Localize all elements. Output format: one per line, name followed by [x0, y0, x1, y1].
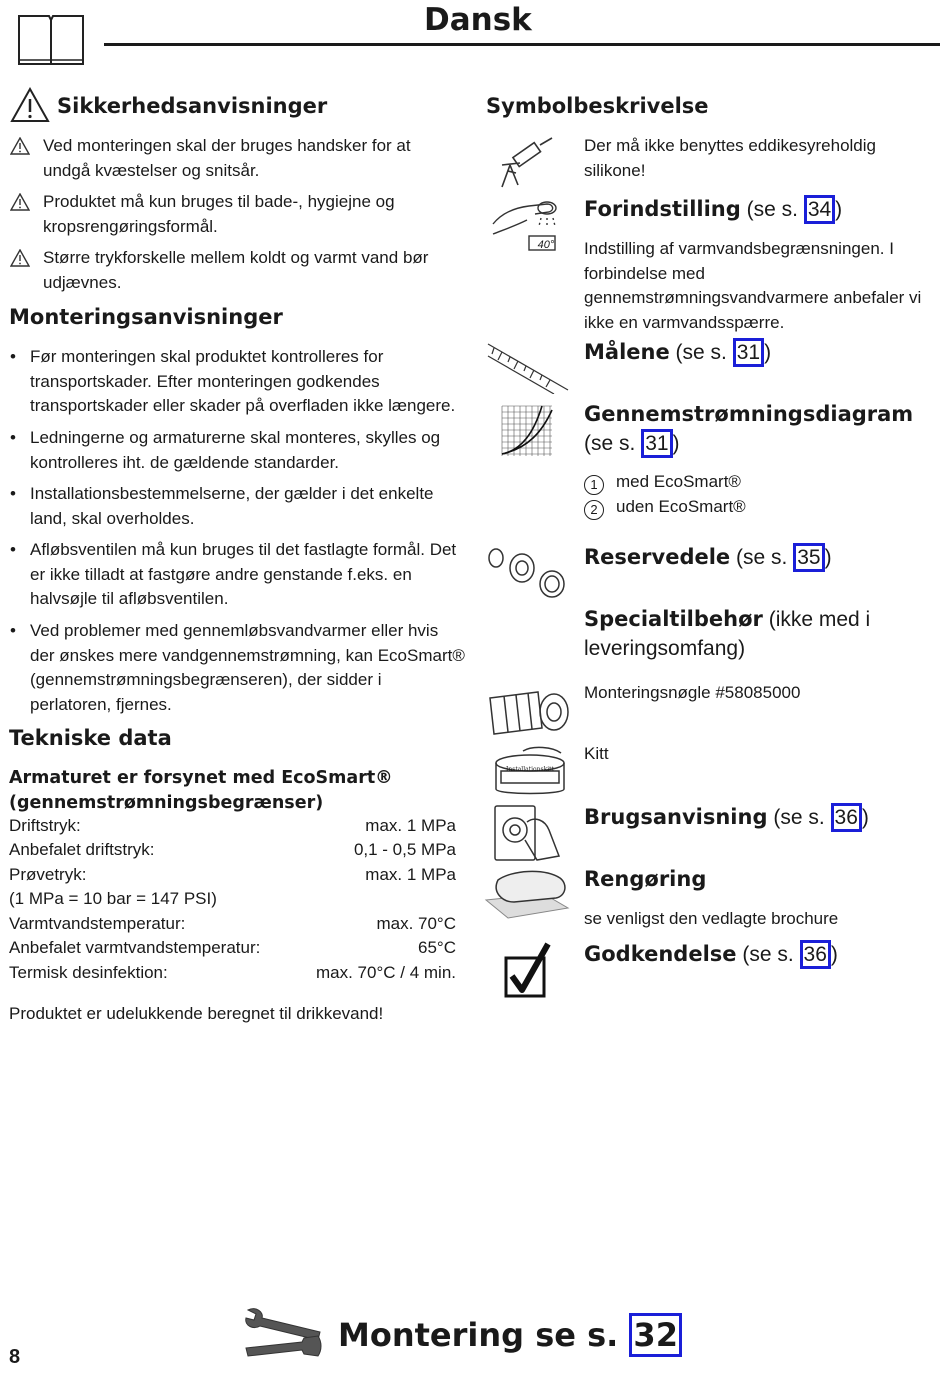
mounting-key-icon [484, 684, 572, 740]
page-title: Dansk [424, 2, 532, 38]
safety-item-text: Produktet må kun bruges til bade-, hygiejne og kropsrengøringsformål. [43, 192, 395, 236]
symbols-heading: Symbolbeskrivelse [486, 94, 709, 118]
list-item: • Afløbsventilen må kun bruges til det fastlagte formål. Det er ikke tilladt at fastgøre andre genstande f.eks. en halvsøjle til afløbsventilen. [10, 540, 457, 608]
list-item: 1 med EcoSmart® [584, 470, 940, 495]
presetting-heading: Forindstilling (se s. 34 ) [584, 195, 842, 224]
warning-icon [10, 87, 50, 123]
list-item: • Ved problemer med gennemløbsvandvarmer eller hvis der ønskes mere vandgennemstrømning, kan EcoSmart® (gennemstrømningsbegrænseren), der sidder i perlatoren, fjernes. [10, 621, 465, 714]
flow-heading: Gennemstrømningsdiagram (se s. 31 ) [584, 400, 924, 458]
warning-icon [10, 249, 30, 267]
safety-heading: Sikkerhedsanvisninger [57, 94, 328, 118]
safety-item-text: Større trykforskelle mellem koldt og varmt vand bør udjævnes. [43, 248, 429, 292]
manual-heading: Brugsanvisning (se s. 36 ) [584, 803, 869, 832]
page-ref-link[interactable]: 36 [831, 803, 862, 832]
page-ref-link[interactable]: 31 [641, 429, 672, 458]
page-ref-link[interactable]: 35 [793, 543, 824, 572]
safety-item [10, 246, 460, 295]
spare-parts-heading: Reservedele (se s. 35 ) [584, 543, 832, 572]
technical-heading: Tekniske data [9, 726, 172, 750]
title-rule [104, 43, 940, 46]
safety-item [10, 134, 460, 183]
safety-item-text: Ved monteringen skal der bruges handsker for at undgå kvæstelser og snitsår. [43, 136, 411, 180]
checkmark-icon [502, 940, 552, 1000]
page-ref-link[interactable]: 34 [804, 195, 835, 224]
accessories-heading: Specialtilbehør (ikke med i leveringsomfang) [584, 607, 871, 660]
technical-subheading: Armaturet er forsynet med EcoSmart® (gennemstrømningsbegrænser) [9, 768, 393, 813]
putty-tin-label: Installationskitt [506, 766, 554, 773]
dimensions-heading: Målene (se s. 31 ) [584, 338, 771, 367]
silicone-note: Der må ikke benyttes eddikesyreholdig silikone! [584, 136, 876, 180]
manual-book-icon [16, 12, 86, 68]
accessory-putty: Kitt [584, 744, 609, 763]
presetting-text: Indstilling af varmvandsbegrænsningen. I forbindelse med gennemstrømningsvandvarmere anbefaler vi ikke en varmvandsspærre. [584, 239, 922, 332]
page-ref-link[interactable]: 31 [733, 338, 764, 367]
temperature-label: 40° [537, 239, 555, 251]
instructions-hand-icon [491, 800, 563, 862]
cleaning-text: se venligst den vedlagte brochure [584, 909, 839, 928]
ruler-icon [486, 340, 570, 394]
spare-parts-icon [486, 540, 572, 600]
list-item: • Før monteringen skal produktet kontrolleres for transportskader. Efter monteringen godkendes transportskader eller skader på overfladen ikke længere. [10, 347, 456, 415]
page-ref-link[interactable]: 32 [629, 1313, 682, 1357]
page-number: 8 [9, 1346, 21, 1368]
flow-diagram-icon [498, 402, 556, 460]
approval-heading: Godkendelse (se s. 36 ) [584, 940, 838, 969]
warning-icon [10, 137, 30, 155]
page-ref-link[interactable]: 36 [800, 940, 831, 969]
tools-icon [242, 1306, 324, 1362]
safety-item [10, 190, 460, 239]
drinking-water-note: Produktet er udelukkende beregnet til drikkevand! [9, 1004, 384, 1023]
cleaning-cloth-icon [484, 866, 570, 920]
list-item: • Installationsbestemmelserne, der gælder i det enkelte land, skal overholdes. [10, 484, 434, 528]
accessory-key: Monteringsnøgle #58085000 [584, 683, 801, 702]
warning-icon [10, 193, 30, 211]
cleaning-heading: Rengøring [584, 867, 707, 891]
list-item: • Ledningerne og armaturerne skal monteres, skylles og kontrolleres iht. de gældende standarder. [10, 428, 441, 472]
list-item: 2 uden EcoSmart® [584, 495, 940, 520]
mounting-reference: Montering se s. 32 [338, 1316, 682, 1354]
mounting-heading: Monteringsanvisninger [9, 305, 283, 329]
silicone-gun-icon [496, 135, 556, 193]
